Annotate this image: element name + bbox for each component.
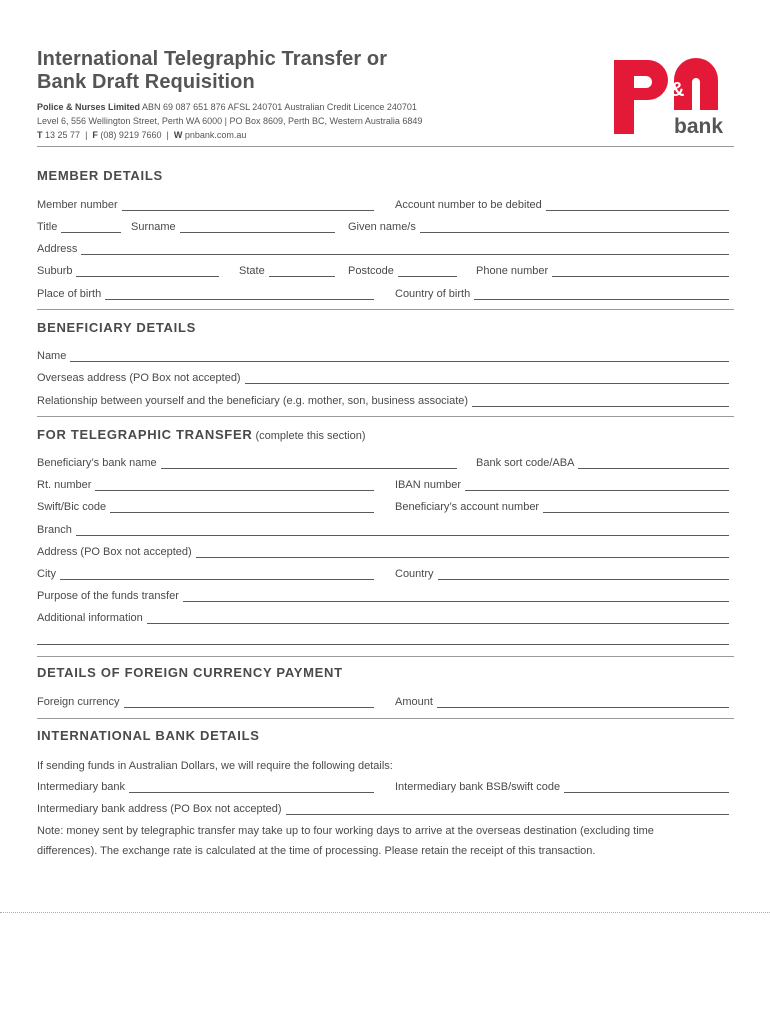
- intermediary-bsb-field[interactable]: [395, 781, 729, 794]
- state-label: State: [239, 265, 265, 277]
- given-names-label: Given name/s: [348, 221, 416, 233]
- member-address-label: Address: [37, 243, 78, 255]
- postcode-input[interactable]: [398, 266, 457, 277]
- country-of-birth-label: Country of birth: [395, 288, 471, 300]
- additional-info-line2[interactable]: [37, 634, 729, 646]
- intermediary-bank-label: Intermediary bank: [37, 781, 126, 793]
- member-number-field[interactable]: [37, 199, 374, 212]
- fax-value: (08) 9219 7660: [100, 130, 162, 140]
- additional-info-field[interactable]: [37, 612, 729, 625]
- postcode-field[interactable]: [348, 265, 457, 278]
- intermediary-bank-field[interactable]: [37, 781, 374, 794]
- company-name: Police & Nurses Limited: [37, 102, 141, 112]
- phone-number-field[interactable]: [476, 265, 729, 278]
- page-cut-line: [0, 912, 770, 913]
- rt-number-input[interactable]: [95, 480, 374, 491]
- title-input[interactable]: [61, 222, 121, 233]
- member-divider: [37, 309, 734, 310]
- city-field[interactable]: [37, 568, 374, 581]
- surname-field[interactable]: [131, 221, 335, 234]
- intermediary-bsb-label: Intermediary bank BSB/swift code: [395, 781, 561, 793]
- iban-input[interactable]: [465, 480, 729, 491]
- transfer-note-line1: Note: money sent by telegraphic transfer may take up to four working days to arrive at the overseas destination (excluding time: [37, 825, 654, 837]
- suburb-input[interactable]: [76, 266, 219, 277]
- bank-name-field[interactable]: [37, 457, 457, 470]
- bank-address-field[interactable]: [37, 546, 729, 559]
- currency-divider: [37, 718, 734, 719]
- foreign-currency-label: Foreign currency: [37, 696, 120, 708]
- swift-label: Swift/Bic code: [37, 501, 107, 513]
- bank-address-input[interactable]: [196, 547, 729, 558]
- account-number-field[interactable]: [395, 199, 729, 212]
- member-number-label: Member number: [37, 199, 118, 211]
- phone-number-input[interactable]: [552, 266, 729, 277]
- iban-field[interactable]: [395, 479, 729, 492]
- form-title: [37, 48, 387, 94]
- branch-field[interactable]: [37, 524, 729, 537]
- beneficiary-account-field[interactable]: [395, 501, 729, 514]
- swift-field[interactable]: [37, 501, 374, 514]
- company-address: Level 6, 556 Wellington Street, Perth WA 6000 | PO Box 8609, Perth BC, Western Australia 6849: [37, 116, 423, 126]
- country-of-birth-input[interactable]: [474, 289, 729, 300]
- intermediary-address-input[interactable]: [286, 804, 729, 815]
- transfer-note-line2: differences). The exchange rate is calculated at the time of processing. Please retain the receipt of this transaction.: [37, 845, 596, 857]
- additional-info-input-2[interactable]: [37, 634, 729, 645]
- telegraphic-transfer-heading: [37, 427, 366, 442]
- state-field[interactable]: [239, 265, 335, 278]
- phone-value: 13 25 77: [45, 130, 81, 140]
- company-registration: ABN 69 087 651 876 AFSL 240701 Australian Credit Licence 240701: [140, 102, 417, 112]
- svg-text:&: &: [670, 79, 685, 101]
- country-input[interactable]: [438, 569, 729, 580]
- overseas-address-label: Overseas address (PO Box not accepted): [37, 372, 241, 384]
- title-field[interactable]: [37, 221, 121, 234]
- fax-label: F: [92, 130, 98, 140]
- relationship-field[interactable]: [37, 395, 729, 408]
- member-address-input[interactable]: [81, 244, 729, 255]
- purpose-field[interactable]: [37, 590, 729, 603]
- beneficiary-account-input[interactable]: [543, 502, 729, 513]
- place-of-birth-field[interactable]: [37, 288, 374, 301]
- intermediary-bsb-input[interactable]: [564, 782, 729, 793]
- telegraphic-divider: [37, 656, 734, 657]
- international-bank-heading: INTERNATIONAL BANK DETAILS: [37, 728, 260, 743]
- transfer-note: [37, 821, 654, 861]
- intermediary-address-field[interactable]: [37, 803, 729, 816]
- logo-wordmark: bank: [674, 115, 724, 138]
- postcode-label: Postcode: [348, 265, 394, 277]
- place-of-birth-input[interactable]: [105, 289, 374, 300]
- bank-name-input[interactable]: [161, 458, 457, 469]
- overseas-address-input[interactable]: [245, 373, 729, 384]
- beneficiary-divider: [37, 416, 734, 417]
- international-intro: If sending funds in Australian Dollars, we will require the following details:: [37, 760, 393, 772]
- intermediary-address-label: Intermediary bank address (PO Box not accepted): [37, 803, 282, 815]
- account-number-input[interactable]: [546, 200, 729, 211]
- branch-label: Branch: [37, 524, 72, 536]
- amount-field[interactable]: [395, 696, 729, 709]
- relationship-label: Relationship between yourself and the beneficiary (e.g. mother, son, business associate): [37, 395, 469, 407]
- purpose-label: Purpose of the funds transfer: [37, 590, 179, 602]
- amount-label: Amount: [395, 696, 433, 708]
- web-label: W: [173, 130, 183, 140]
- city-input[interactable]: [60, 569, 374, 580]
- given-names-input[interactable]: [420, 222, 729, 233]
- web-value: pnbank.com.au: [184, 130, 247, 140]
- suburb-field[interactable]: [37, 265, 219, 278]
- form-title-line2: Bank Draft Requisition: [37, 71, 255, 93]
- iban-label: IBAN number: [395, 479, 462, 491]
- surname-label: Surname: [131, 221, 176, 233]
- sort-code-label: Bank sort code/ABA: [476, 457, 575, 469]
- place-of-birth-label: Place of birth: [37, 288, 102, 300]
- pn-bank-logo: [610, 50, 735, 140]
- relationship-input[interactable]: [472, 396, 729, 407]
- suburb-label: Suburb: [37, 265, 73, 277]
- form-title-line1: International Telegraphic Transfer or: [37, 48, 388, 70]
- account-number-label: Account number to be debited: [395, 199, 542, 211]
- country-field[interactable]: [395, 568, 729, 581]
- bank-address-label: Address (PO Box not accepted): [37, 546, 192, 558]
- member-details-heading: MEMBER DETAILS: [37, 168, 163, 183]
- foreign-currency-input[interactable]: [124, 697, 374, 708]
- state-input[interactable]: [269, 266, 335, 277]
- amount-input[interactable]: [437, 697, 729, 708]
- overseas-address-field[interactable]: [37, 372, 729, 385]
- phone-label: T: [37, 130, 43, 140]
- sort-code-input[interactable]: [578, 458, 729, 469]
- purpose-input[interactable]: [183, 591, 729, 602]
- telegraphic-transfer-note: (complete this section): [252, 430, 366, 442]
- bank-name-label: Beneficiary’s bank name: [37, 457, 157, 469]
- rt-number-field[interactable]: [37, 479, 374, 492]
- intermediary-bank-input[interactable]: [129, 782, 374, 793]
- header-divider: [37, 146, 734, 147]
- country-label: Country: [395, 568, 434, 580]
- phone-number-label: Phone number: [476, 265, 549, 277]
- city-label: City: [37, 568, 56, 580]
- given-names-field[interactable]: [348, 221, 729, 234]
- rt-number-label: Rt. number: [37, 479, 92, 491]
- swift-input[interactable]: [110, 502, 374, 513]
- beneficiary-name-field[interactable]: [37, 350, 729, 363]
- beneficiary-name-label: Name: [37, 350, 67, 362]
- title-label: Title: [37, 221, 58, 233]
- beneficiary-account-label: Beneficiary’s account number: [395, 501, 540, 513]
- member-address-field[interactable]: [37, 243, 729, 256]
- sort-code-field[interactable]: [476, 457, 729, 470]
- additional-info-label: Additional information: [37, 612, 143, 624]
- foreign-currency-field[interactable]: [37, 696, 374, 709]
- branch-input[interactable]: [76, 525, 729, 536]
- company-details: Police & Nurses Limited ABN 69 087 651 876 AFSL 240701 Australian Credit Licence 240701 Level 6, 556 Wellington Street, Perth WA 6000 | PO Box 8609, Perth BC, Western Australia 6849 T 13 25 77 | F (08) 9219 7660 | W pnbank.com.au: [37, 102, 423, 140]
- foreign-currency-heading: DETAILS OF FOREIGN CURRENCY PAYMENT: [37, 665, 343, 680]
- beneficiary-details-heading: BENEFICIARY DETAILS: [37, 320, 196, 335]
- beneficiary-name-input[interactable]: [70, 351, 729, 362]
- additional-info-input[interactable]: [147, 613, 729, 624]
- member-number-input[interactable]: [122, 200, 374, 211]
- telegraphic-transfer-title: FOR TELEGRAPHIC TRANSFER: [37, 427, 253, 442]
- surname-input[interactable]: [180, 222, 335, 233]
- country-of-birth-field[interactable]: [395, 288, 729, 301]
